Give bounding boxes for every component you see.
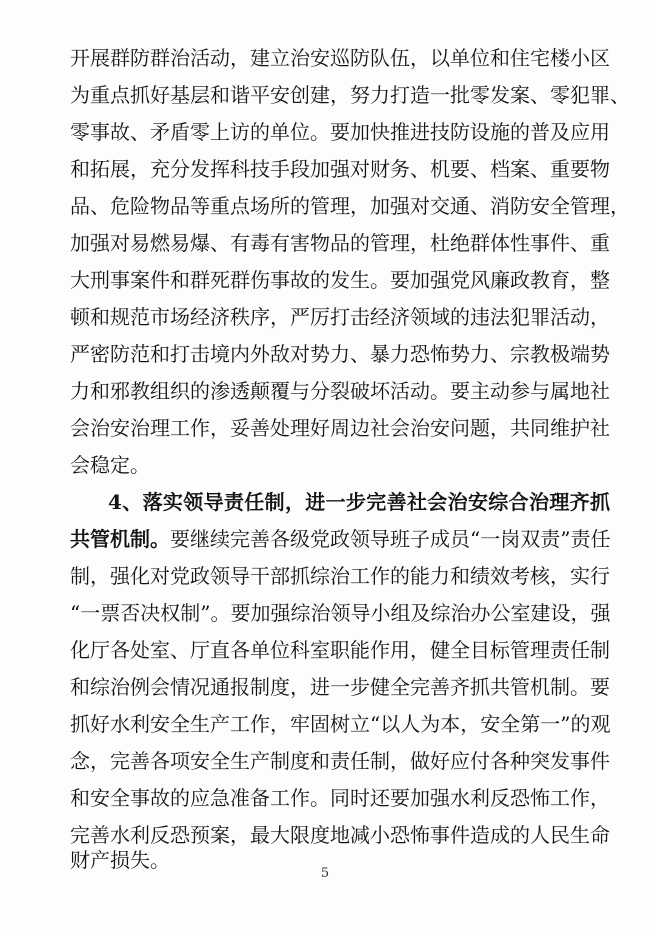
paragraph-1-line-11: 会治安治理工作，妥善处理好周边社会治安问题，共同维护社 — [70, 416, 610, 440]
paragraph-2-line-1-text: 要继续完善各级党政领导班子成员“一岗双责”责任 — [170, 527, 611, 551]
paragraph-1-line-12: 会稳定。 — [70, 453, 150, 477]
paragraph-2-line-8: 和安全事故的应急准备工作。同时还要加强水利反恐怖工作， — [70, 786, 610, 810]
paragraph-1-line-4: 和拓展，充分发挥科技手段加强对财务、机要、档案、重要物 — [70, 157, 610, 181]
paragraph-2-line-4: 化厅各处室、厅直各单位科室职能作用，健全目标管理责任制 — [70, 638, 610, 662]
paragraph-2-line-1 — [70, 525, 610, 553]
paragraph-1-line-6: 加强对易燃易爆、有毒有害物品的管理，杜绝群体性事件、重 — [70, 231, 610, 255]
paragraph-1-line-9: 严密防范和打击境内外敌对势力、暴力恐怖势力、宗教极端势 — [70, 342, 610, 366]
paragraph-2-line-3: “一票否决权制”。要加强综治领导小组及综治办公室建设，强 — [70, 601, 611, 625]
section-heading-line-1: 4、落实领导责任制，进一步完善社会治安综合治理齐抓 — [108, 490, 610, 514]
paragraph-2-line-2: 制，强化对党政领导干部抓综治工作的能力和绩效考核，实行 — [70, 564, 610, 588]
paragraph-1-line-3: 零事故、矛盾零上访的单位。要加快推进技防设施的普及应用 — [70, 120, 610, 144]
paragraph-2-line-6: 抓好水利安全生产工作，牢固树立“以人为本，安全第一”的观 — [70, 712, 611, 736]
paragraph-2-line-7: 念，完善各项安全生产制度和责任制，做好应付各种突发事件 — [70, 749, 610, 773]
paragraph-2-line-5: 和综治例会情况通报制度，进一步健全完善齐抓共管机制。要 — [70, 675, 610, 699]
paragraph-2-line-9: 完善水利反恐预案，最大限度地减小恐怖事件造成的人民生命 — [70, 823, 610, 847]
paragraph-1-line-2: 为重点抓好基层和谐平安创建，努力打造一批零发案、零犯罪、 — [70, 83, 630, 107]
paragraph-2-line-10: 财产损失。 — [70, 848, 170, 872]
section-heading-line-2: 共管机制。 — [70, 527, 170, 551]
paragraph-1-line-5: 品、危险物品等重点场所的管理，加强对交通、消防安全管理， — [70, 194, 630, 218]
page-number: 5 — [320, 866, 330, 881]
paragraph-1-line-1: 开展群防群治活动，建立治安巡防队伍，以单位和住宅楼小区 — [70, 46, 610, 70]
paragraph-1-line-10: 力和邪教组织的渗透颠覆与分裂破坏活动。要主动参与属地社 — [70, 379, 610, 403]
paragraph-1-line-8: 顿和规范市场经济秩序，严厉打击经济领域的违法犯罪活动， — [70, 305, 610, 329]
paragraph-1-line-7: 大刑事案件和群死群伤事故的发生。要加强党风廉政教育，整 — [70, 268, 610, 292]
